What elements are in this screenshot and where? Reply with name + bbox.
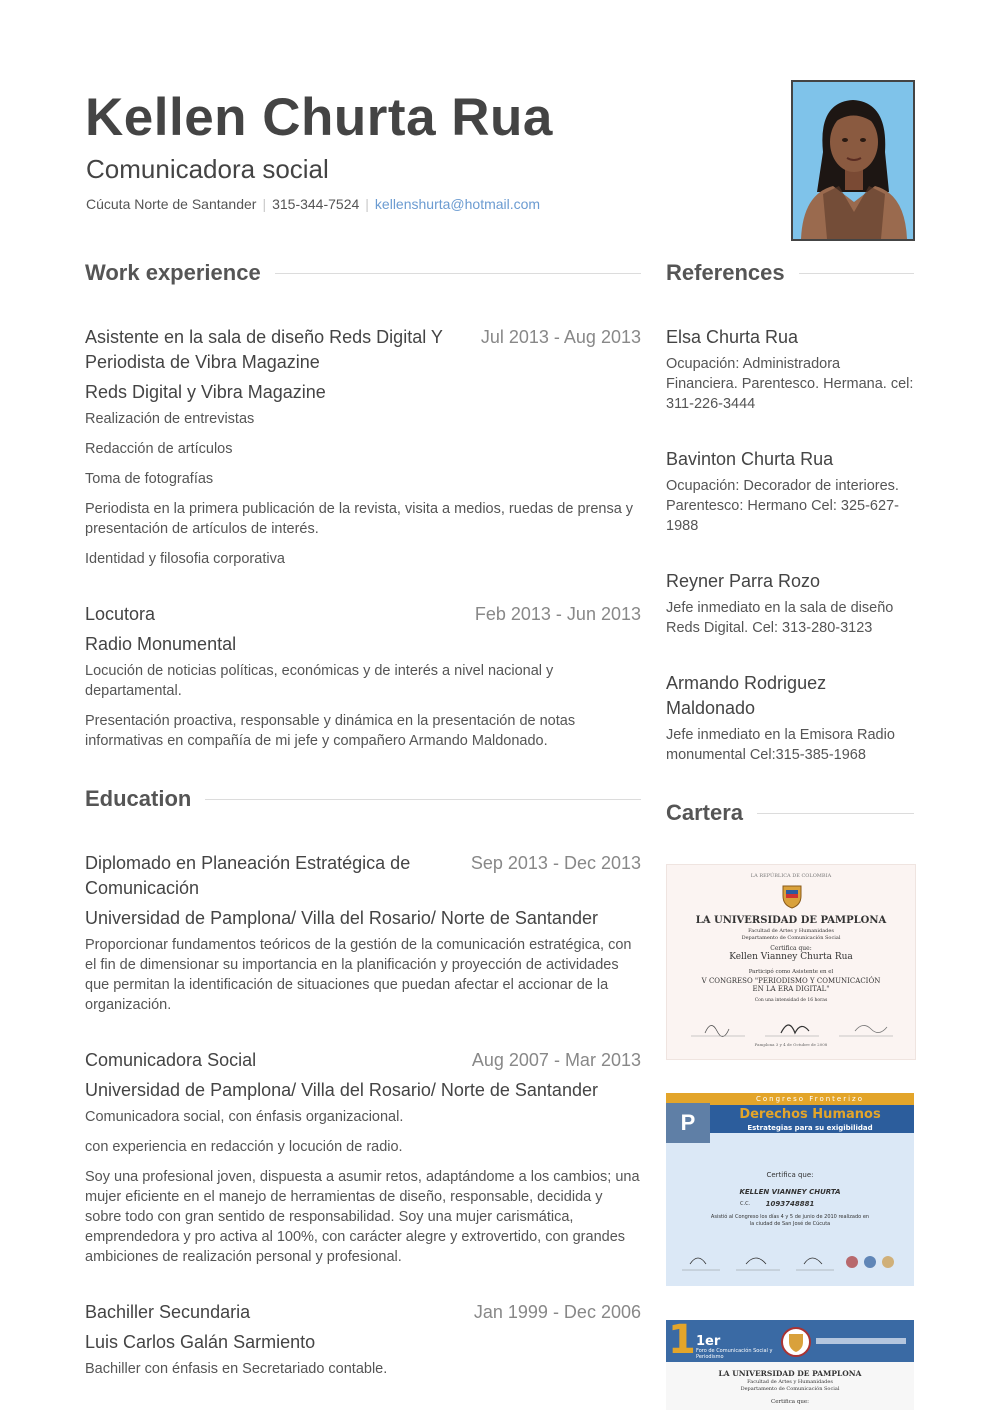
person-name: Kellen Churta Rua [85,88,553,147]
signatures-seals-icon [676,1248,904,1278]
job-company: Reds Digital y Vibra Magazine [85,382,326,402]
cert-subtitle: Estrategias para su exigibilidad [747,1124,873,1132]
job-date: Feb 2013 - Jun 2013 [474,604,641,624]
job-detail: Realización de entrevistas [85,411,255,427]
job-company: Radio Monumental [85,634,237,654]
job-detail: Presentación proactiva, responsable y dinámica en la presentación de notas informativas en compañía de mi jefe y compañero Armando Maldonado. [85,713,576,749]
job-detail: Periodista en la primera publicación de la revista, visita a medios, ruedas de prensa y presentación de artículos de interés. [85,501,634,537]
divider: | [365,196,369,212]
cert-id: 1093748881 [765,1200,815,1208]
divider: | [262,196,267,212]
degree-detail: Soy una profesional joven, dispuesta a asumir retos, adaptándome a los cambios; una mujer eficiente en el manejo de herramientas de diseño, responsable, decidida y sobre todo con gran sentido de responsabilidad. Soy una mujer carismática, emprendedora y pro activa al 100%, con carácter alegre y extrovertido, con grandes ambiciones de realización personal y profesional. [85,1169,640,1265]
cert-congress: V CONGRESO "PERIODISMO Y COMUNICACIÓN EN LA ERA DIGITAL" [701,977,881,993]
reference-entry [666,447,914,536]
work-experience-heading [85,259,641,287]
portfolio-item-certificate-foro[interactable] [666,1320,914,1410]
reference-description: Jefe inmediato en la sala de diseño Reds Digital. Cel: 313-280-3123 [666,600,894,636]
cert-cc-label: C.C. [740,1201,751,1207]
portfolio-heading [666,799,914,827]
cert-logo: P [666,1103,710,1143]
references-heading [666,259,914,287]
job-detail: Redacción de artículos [85,441,233,457]
cert-republic: LA REPÚBLICA DE COLOMBIA [750,873,832,879]
job-title: Asistente en la sala de diseño Reds Digital Y Periodista de Vibra Magazine [85,327,443,372]
degree-title: Diplomado en Planeación Estratégica de Comunicación [85,853,411,898]
reference-entry [666,671,914,765]
cert-person: Kellen Vianney Churta Rua [729,952,853,962]
coat-of-arms-icon [781,883,803,909]
cert-place: Pamplona 3 y 4 de Octubre de 2008 [754,1042,828,1047]
degree-title: Bachiller Secundaria [85,1302,251,1322]
school-name: Universidad de Pamplona/ Villa del Rosario/ Norte de Santander [85,1080,598,1100]
education-entry [85,1300,641,1389]
reference-entry [666,569,914,638]
degree-date: Jan 1999 - Dec 2006 [473,1302,641,1322]
cert-attended: Asistió al Congreso los días 4 y 5 de junio de 2010 realizado en la ciudad de San José de Cúcuta [710,1214,870,1227]
reference-name: Bavinton Churta Rua [666,449,834,469]
work-entry [85,325,641,579]
contact-line [86,195,540,213]
section-title: Cartera [666,800,744,825]
cert-title: Derechos Humanos [739,1107,881,1122]
phone: 315-344-7524 [272,196,360,212]
section-title: Education [85,786,192,811]
cert-hours: Con una intensidad de 16 horas [754,998,828,1003]
portfolio-item-certificate-derechos-humanos[interactable] [666,1093,914,1286]
university-seal-icon [780,1326,812,1358]
job-detail: Toma de fotografías [85,471,214,487]
heading-rule [205,799,641,800]
job-title: Locutora [85,604,156,624]
cert-certifies: Certifica que: [770,945,812,952]
section-title: Work experience [85,260,261,285]
degree-detail: Proporcionar fundamentos teóricos de la gestión de la comunicación estratégica, con el fin de dimensionar su importancia en la planificación y proyección de actividades que permitan la identificación de situaciones que puedan afectar el accionar de la organización. [85,937,632,1013]
cert-faculty: Facultad de Artes y Humanidades [747,1379,833,1385]
degree-detail: Bachiller con énfasis en Secretariado contable. [85,1361,388,1377]
cert-faculty: Facultad de Artes y Humanidades [748,928,834,934]
profile-photo-image [793,82,913,239]
portfolio-item-certificate-pamplona-congress[interactable] [666,864,916,1060]
headline: Comunicadora social [86,154,329,184]
heading-rule [275,273,641,274]
heading-rule [757,813,914,814]
reference-description: Ocupación: Administradora Financiera. Parentesco. Hermana. cel: 311-226-3444 [666,356,914,412]
section-title: References [666,260,785,285]
reference-name: Reyner Parra Rozo [666,571,821,591]
cert-department: Departamento de Comunicación Social [741,935,841,941]
school-name: Luis Carlos Galán Sarmiento [85,1332,316,1352]
signatures-icon [685,1015,897,1041]
cert-certifies: Certifica que: [766,1171,814,1179]
job-date: Jul 2013 - Aug 2013 [480,327,641,347]
heading-rule [799,273,914,274]
cert-department: Departamento de Comunicación Social [740,1386,840,1392]
degree-date: Sep 2013 - Dec 2013 [470,853,641,873]
work-entry [85,602,641,761]
job-detail: Locución de noticias políticas, económicas y de interés a nivel nacional y departamental. [85,663,554,699]
degree-date: Aug 2007 - Mar 2013 [471,1050,641,1070]
reference-description: Jefe inmediato en la Emisora Radio monumental Cel:315-385-1968 [666,727,895,763]
cert-rank-number: 1 [668,1320,696,1363]
degree-title: Comunicadora Social [85,1050,257,1070]
cert-certifies: Certifica que: [770,1399,809,1405]
reference-entry [666,325,914,414]
reference-description: Ocupación: Decorador de interiores. Parentesco: Hermano Cel: 325-627-1988 [666,478,899,534]
degree-detail: con experiencia en redacción y locución de radio. [85,1139,403,1155]
location: Cúcuta Norte de Santander [86,196,257,212]
education-heading [85,785,641,813]
education-entry [85,851,641,1025]
cert-forum: Foro de Comunicación Social y Periodismo [696,1348,773,1360]
email-link[interactable]: kellenshurta@hotmail.com [374,196,541,212]
degree-detail: Comunicadora social, con énfasis organizacional. [85,1109,404,1125]
cert-event: Congreso Fronterizo [755,1095,865,1103]
cert-university: LA UNIVERSIDAD DE PAMPLONA [695,915,887,926]
cert-banner-stripe [816,1338,906,1344]
job-detail: Identidad y filosofia corporativa [85,551,285,567]
cert-university: LA UNIVERSIDAD DE PAMPLONA [718,1369,862,1378]
cert-rank: 1er [696,1334,721,1349]
cert-person: KELLEN VIANNEY CHURTA [739,1188,841,1196]
reference-name: Elsa Churta Rua [666,327,799,347]
cert-participated: Participó como Asistente en el [748,969,834,975]
school-name: Universidad de Pamplona/ Villa del Rosario/ Norte de Santander [85,908,598,928]
education-entry [85,1048,641,1277]
profile-photo [791,80,915,241]
reference-name: Armando Rodriguez Maldonado [666,673,827,718]
